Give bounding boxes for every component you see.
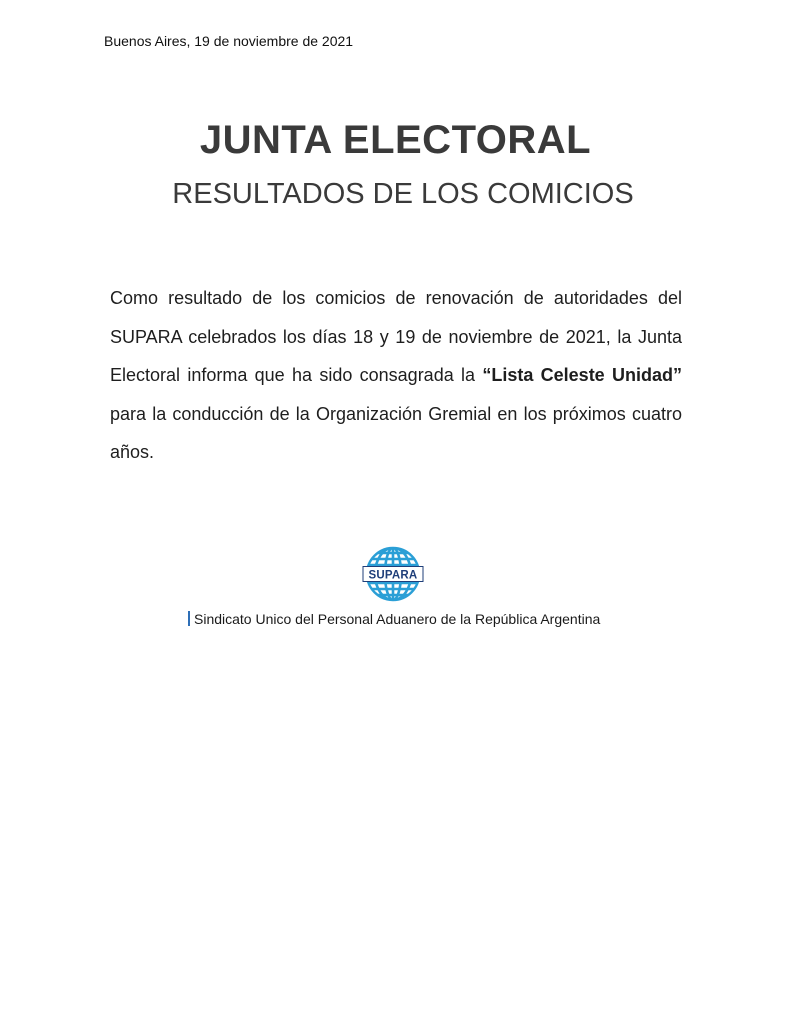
body-text-before: Como resultado de los comicios de renovación de autoridades del SUPARA celebrados los días 18 y 19 de noviembre de 2021, la Junta Electoral informa que ha sido consagrada la bbox=[110, 288, 682, 385]
body-text-after: para la conducción de la Organización Gremial en los próximos cuatro años. bbox=[110, 403, 682, 462]
document-subtitle: RESULTADOS DE LOS COMICIOS bbox=[172, 178, 634, 210]
footer-text: Sindicato Unico del Personal Aduanero de la República Argentina bbox=[194, 611, 601, 627]
footer-divider bbox=[188, 611, 190, 626]
logo-text: SUPARA bbox=[368, 569, 418, 582]
body-text-highlight: “Lista Celeste Unidad” bbox=[482, 365, 682, 385]
footer bbox=[188, 611, 600, 627]
document-title: JUNTA ELECTORAL bbox=[199, 118, 592, 162]
supara-logo bbox=[362, 544, 424, 604]
body-paragraph bbox=[110, 279, 682, 472]
globe-logo-icon bbox=[362, 544, 424, 604]
document-date: Buenos Aires, 19 de noviembre de 2021 bbox=[104, 33, 354, 49]
